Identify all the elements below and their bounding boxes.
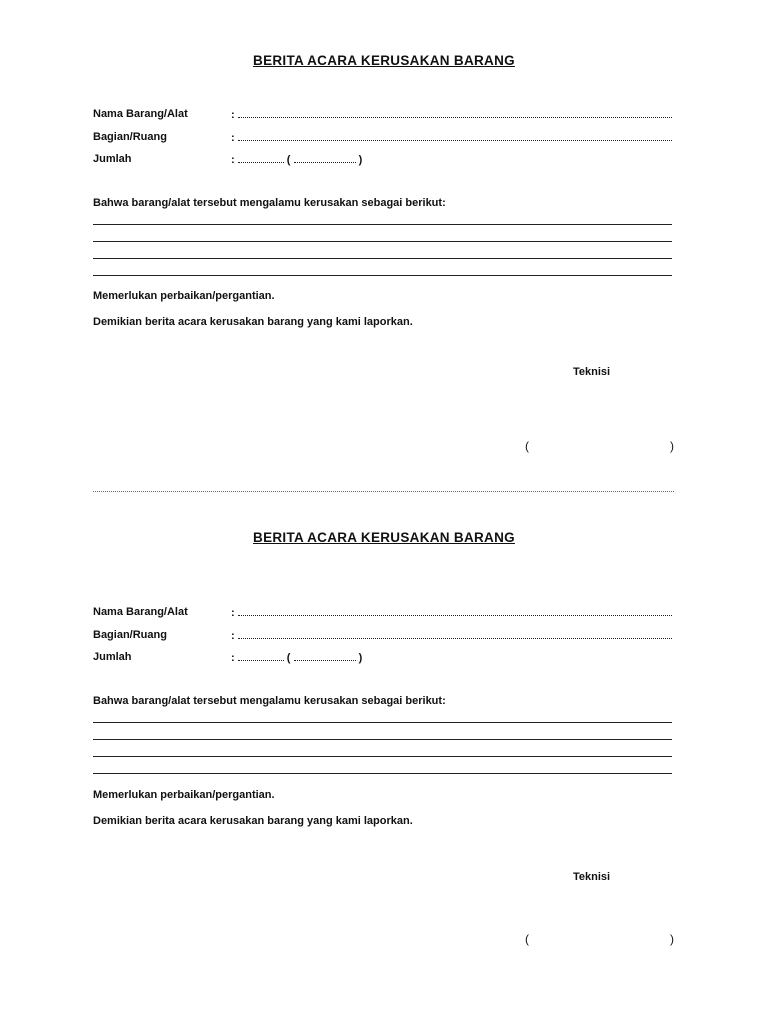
signature-open-paren: (: [525, 932, 529, 946]
label-jumlah: Jumlah: [93, 651, 132, 663]
signer-role: Teknisi: [573, 871, 611, 883]
dotted-blank: [238, 629, 672, 639]
colon: :: [231, 607, 235, 619]
field-jumlah[interactable]: [231, 153, 362, 166]
label-nama-barang: Nama Barang/Alat: [93, 606, 188, 618]
colon: :: [231, 109, 235, 121]
close-paren: ): [358, 154, 363, 166]
label-jumlah: Jumlah: [93, 153, 132, 165]
colon: :: [231, 154, 235, 166]
open-paren: (: [286, 154, 291, 166]
label-bagian-ruang: Bagian/Ruang: [93, 629, 167, 641]
dotted-blank: [238, 108, 672, 118]
damage-line-4[interactable]: [93, 275, 672, 276]
colon: :: [231, 652, 235, 664]
damage-line-1[interactable]: [93, 224, 672, 225]
damage-line-3[interactable]: [93, 756, 672, 757]
signer-role: Teknisi: [573, 366, 611, 378]
close-paren: ): [358, 652, 363, 664]
field-bagian-ruang[interactable]: [231, 131, 672, 144]
dotted-blank: [238, 131, 672, 141]
damage-line-3[interactable]: [93, 258, 672, 259]
damage-intro: Bahwa barang/alat tersebut mengalamu kerusakan sebagai berikut:: [93, 197, 446, 209]
field-nama-barang[interactable]: [231, 108, 672, 121]
signature-close-paren: ): [670, 439, 674, 453]
closing-text: Demikian berita acara kerusakan barang yang kami laporkan.: [93, 316, 413, 328]
form-title: BERITA ACARA KERUSAKAN BARANG: [253, 53, 515, 68]
field-nama-barang[interactable]: [231, 606, 672, 619]
damage-line-2[interactable]: [93, 241, 672, 242]
dotted-blank-words: [294, 651, 356, 661]
label-nama-barang: Nama Barang/Alat: [93, 108, 188, 120]
cut-line-separator: [93, 491, 674, 492]
signature-close-paren: ): [670, 932, 674, 946]
dotted-blank-words: [294, 153, 356, 163]
form-title: BERITA ACARA KERUSAKAN BARANG: [253, 530, 515, 545]
damage-line-1[interactable]: [93, 722, 672, 723]
closing-text: Demikian berita acara kerusakan barang yang kami laporkan.: [93, 815, 413, 827]
colon: :: [231, 132, 235, 144]
dotted-blank: [238, 606, 672, 616]
colon: :: [231, 630, 235, 642]
dotted-blank-number: [238, 651, 284, 661]
need-text: Memerlukan perbaikan/pergantian.: [93, 789, 275, 801]
damage-line-2[interactable]: [93, 739, 672, 740]
signature-open-paren: (: [525, 439, 529, 453]
need-text: Memerlukan perbaikan/pergantian.: [93, 290, 275, 302]
open-paren: (: [286, 652, 291, 664]
field-jumlah[interactable]: [231, 651, 362, 664]
field-bagian-ruang[interactable]: [231, 629, 672, 642]
damage-line-4[interactable]: [93, 773, 672, 774]
damage-intro: Bahwa barang/alat tersebut mengalamu kerusakan sebagai berikut:: [93, 695, 446, 707]
label-bagian-ruang: Bagian/Ruang: [93, 131, 167, 143]
dotted-blank-number: [238, 153, 284, 163]
